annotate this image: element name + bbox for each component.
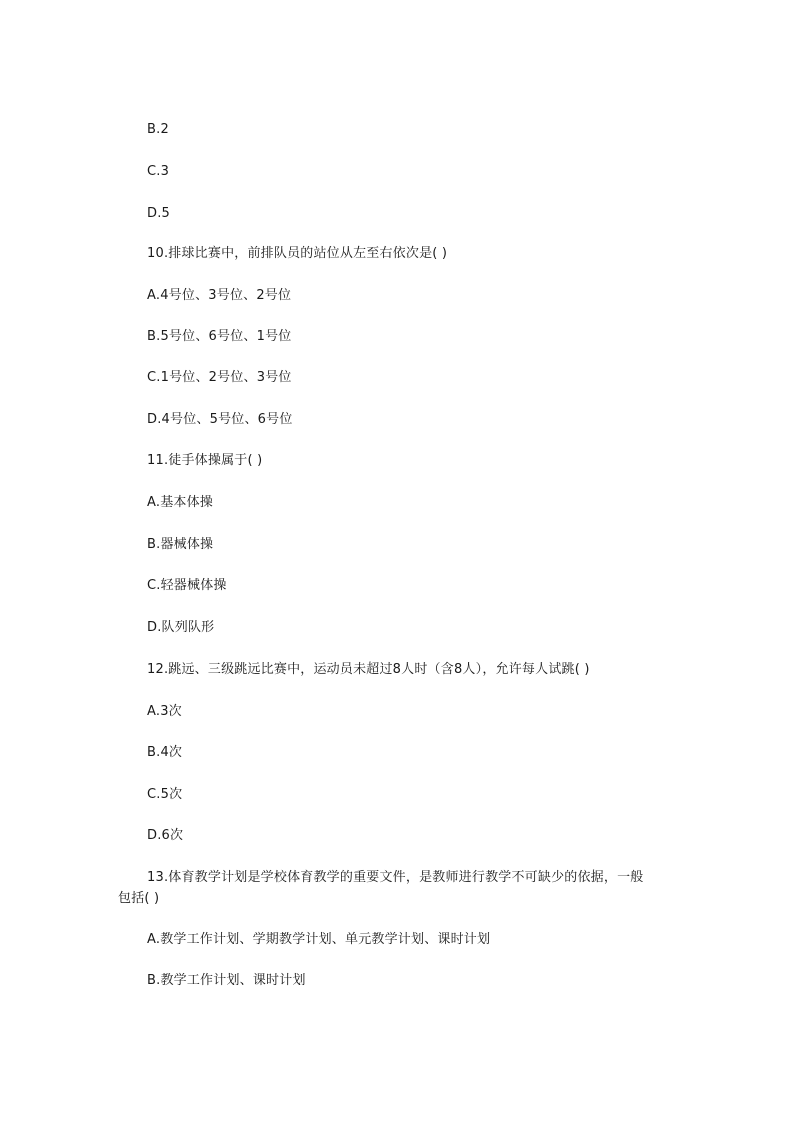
q12-option-d: D.6次 xyxy=(147,828,184,843)
q12-option-c: C.5次 xyxy=(147,787,183,802)
q10-question: 10.排球比赛中，前排队员的站位从左至右依次是( ) xyxy=(147,246,448,261)
q9-option-c: C.3 xyxy=(147,164,170,179)
q11-option-b: B.器械体操 xyxy=(147,537,214,552)
q10-option-a: A.4号位、3号位、2号位 xyxy=(147,288,292,303)
q13-question xyxy=(118,867,678,909)
q11-option-c: C.轻器械体操 xyxy=(147,578,227,593)
q9-option-d: D.5 xyxy=(147,206,171,221)
q13-question-line2: 包括( ) xyxy=(118,891,160,906)
q11-option-d: D.队列队形 xyxy=(147,620,215,635)
q11-question: 11.徒手体操属于( ) xyxy=(147,453,263,468)
q13-question-line1: 13.体育教学计划是学校体育教学的重要文件，是教师进行教学不可缺少的依据，一般 xyxy=(147,870,644,885)
q11-option-a: A.基本体操 xyxy=(147,495,213,510)
q10-option-c: C.1号位、2号位、3号位 xyxy=(147,370,292,385)
q12-option-b: B.4次 xyxy=(147,745,183,760)
q13-option-a: A.教学工作计划、学期教学计划、单元教学计划、课时计划 xyxy=(147,932,491,947)
q13-option-b: B.教学工作计划、课时计划 xyxy=(147,973,306,988)
q12-option-a: A.3次 xyxy=(147,704,182,719)
q10-option-b: B.5号位、6号位、1号位 xyxy=(147,329,292,344)
q12-question: 12.跳远、三级跳远比赛中，运动员未超过8人时（含8人），允许每人试跳( ) xyxy=(147,662,590,677)
q10-option-d: D.4号位、5号位、6号位 xyxy=(147,412,293,427)
q9-option-b: B.2 xyxy=(147,122,169,137)
